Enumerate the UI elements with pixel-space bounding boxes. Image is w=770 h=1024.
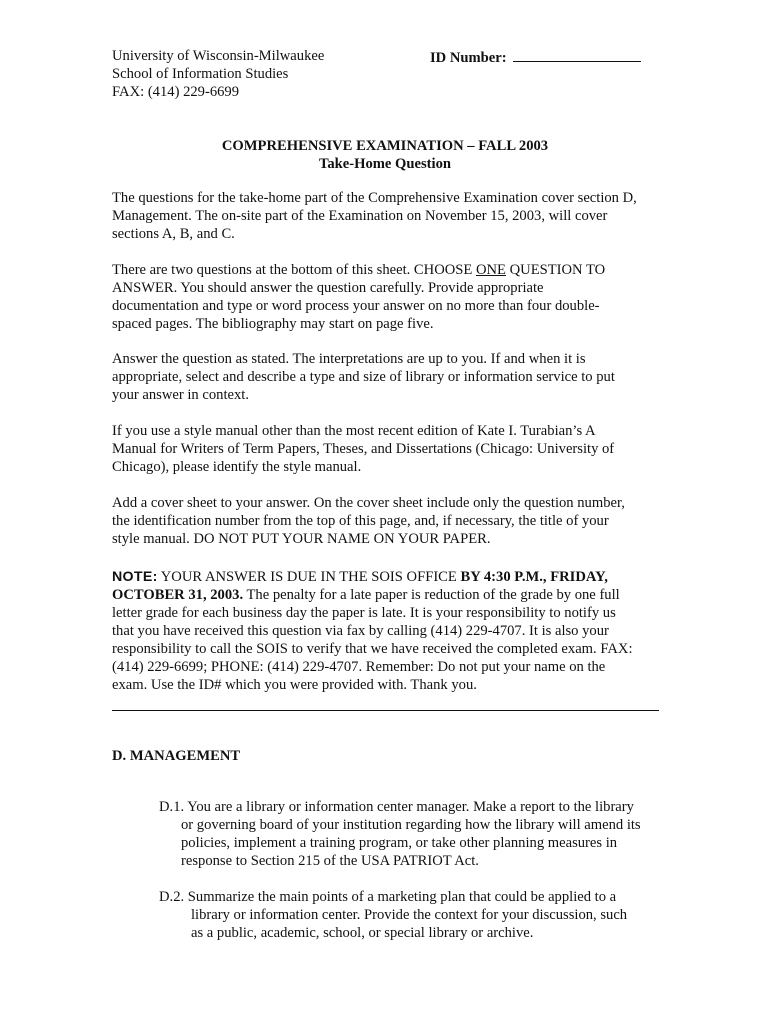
text-line: your answer in context. — [112, 387, 249, 403]
text-line — [112, 586, 660, 604]
text-line — [112, 568, 660, 586]
text-line: library or information center. Provide the context for your discussion, such — [191, 907, 628, 923]
text-line: Management. The on-site part of the Examination on November 15, 2003, will cover — [112, 208, 608, 224]
text-line: Add a cover sheet to your answer. On the cover sheet include only the question number, — [112, 495, 625, 511]
text-line: exam. Use the ID# which you were provided with. Thank you. — [112, 677, 477, 693]
text-line: letter grade for each business day the paper is late. It is your responsibility to notify us — [112, 605, 616, 621]
id-number-field — [430, 47, 641, 67]
institution-header — [112, 47, 412, 101]
note-paragraph — [112, 568, 660, 694]
school-name: School of Information Studies — [112, 66, 289, 82]
exam-subtitle: Take-Home Question — [318, 156, 452, 172]
text-span: QUESTION TO — [505, 262, 606, 278]
text-span: There are two questions at the bottom of this sheet. CHOOSE — [112, 262, 476, 278]
style-manual-paragraph — [112, 422, 660, 476]
text-span: YOUR ANSWER IS DUE IN THE SOIS OFFICE — [157, 569, 461, 585]
question-d2 — [159, 888, 669, 942]
text-line: (414) 229-6699; PHONE: (414) 229-4707. Remember: Do not put your name on the — [112, 659, 606, 675]
question-d1 — [159, 798, 669, 870]
note-label: NOTE: — [112, 569, 158, 585]
id-number-blank — [513, 47, 641, 62]
text-line: D.1. You are a library or information center manager. Make a report to the library — [159, 799, 634, 815]
text-line: style manual. DO NOT PUT YOUR NAME ON YOUR PAPER. — [112, 531, 491, 547]
text-span: The penalty for a late paper is reduction of the grade by one full — [243, 587, 620, 603]
section-heading: D. MANAGEMENT — [112, 748, 241, 764]
university-name: University of Wisconsin-Milwaukee — [112, 48, 325, 64]
text-line: Manual for Writers of Term Papers, Theses, and Dissertations (Chicago: University of — [112, 441, 615, 457]
intro-paragraph — [112, 189, 660, 243]
text-line: documentation and type or word process your answer on no more than four double- — [112, 298, 600, 314]
exam-title — [0, 137, 770, 173]
cover-sheet-paragraph — [112, 494, 660, 548]
text-line: response to Section 215 of the USA PATRIOT Act. — [181, 853, 479, 869]
fax-number: FAX: (414) 229-6699 — [112, 84, 240, 100]
text-line: D.2. Summarize the main points of a marketing plan that could be applied to a — [159, 889, 617, 905]
text-line: sections A, B, and C. — [112, 226, 235, 242]
text-line: Chicago), please identify the style manual. — [112, 459, 362, 475]
due-time: BY 4:30 P.M., FRIDAY, — [460, 569, 608, 585]
text-line: spaced pages. The bibliography may start on page five. — [112, 316, 434, 332]
instructions-paragraph — [112, 261, 660, 333]
text-line: appropriate, select and describe a type and size of library or information service to put — [112, 369, 615, 385]
text-line: or governing board of your institution regarding how the library will amend its — [181, 817, 641, 833]
due-date: OCTOBER 31, 2003. — [112, 587, 244, 603]
text-line: that you have received this question via fax by calling (414) 229-4707. It is also your — [112, 623, 609, 639]
text-line: ANSWER. You should answer the question carefully. Provide appropriate — [112, 280, 544, 296]
text-line: The questions for the take-home part of the Comprehensive Examination cover section D, — [112, 190, 637, 206]
exam-title-line: COMPREHENSIVE EXAMINATION – FALL 2003 — [221, 138, 549, 154]
text-line: policies, implement a training program, or take other planning measures in — [181, 835, 618, 851]
text-line: as a public, academic, school, or special library or archive. — [191, 925, 534, 941]
text-line — [112, 261, 660, 279]
id-number-label: ID Number: — [430, 50, 507, 66]
underlined-one: ONE — [475, 262, 506, 278]
text-line: responsibility to call the SOIS to verify that we have received the completed exam. FAX: — [112, 641, 633, 657]
horizontal-divider — [112, 710, 659, 711]
interpretation-paragraph — [112, 350, 660, 404]
text-line: If you use a style manual other than the most recent edition of Kate I. Turabian’s A — [112, 423, 596, 439]
text-line: the identification number from the top of this page, and, if necessary, the title of your — [112, 513, 609, 529]
text-line: Answer the question as stated. The interpretations are up to you. If and when it is — [112, 351, 586, 367]
